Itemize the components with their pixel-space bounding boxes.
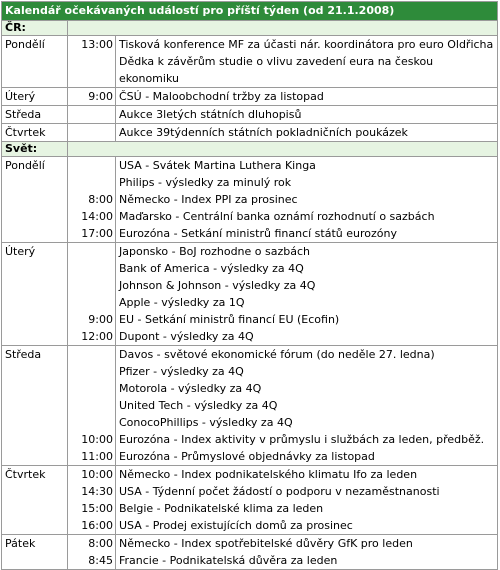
event-time [71,277,113,294]
event-time: 8:00 [88,193,113,206]
event-time: 12:00 [81,330,113,343]
event-text: Philips - výsledky za minulý rok [119,176,292,189]
calendar-body [2,2,498,570]
event-cell [116,157,498,243]
event-time [71,363,113,380]
event-cell [116,346,498,466]
day-label: Středa [2,106,68,124]
time-cell [68,88,116,106]
day-label: Pátek [2,535,68,570]
day-label: Úterý [2,243,68,346]
event-text: Německo - Index PPI za prosinec [119,193,298,206]
time-cell [68,124,116,142]
event-time: 8:00 [88,537,113,550]
day-row [2,36,498,88]
event-text: Maďarsko - Centrální banka oznámí rozhodnutí o sazbách [119,210,435,223]
event-text: Francie - Podnikatelská důvěra za leden [119,554,338,567]
event-time: 15:00 [81,502,113,515]
event-time: 16:00 [81,519,113,532]
event-text: Johnson & Johnson - výsledky za 4Q [119,279,316,292]
event-text: Apple - výsledky za 1Q [119,296,245,309]
section-fill [68,21,498,36]
event-time [71,260,113,277]
event-text: USA - Svátek Martina Luthera Kinga [119,159,316,172]
event-time: 8:45 [88,554,113,567]
event-text: United Tech - výsledky za 4Q [119,399,278,412]
event-time [71,414,113,431]
section-row [2,142,498,157]
event-time [71,106,113,123]
day-row [2,346,498,466]
time-cell [68,346,116,466]
event-text: Belgie - Podnikatelské klima za leden [119,502,324,515]
event-time [71,157,113,174]
day-label: Úterý [2,88,68,106]
event-time [71,397,113,414]
section-row [2,21,498,36]
event-text: EU - Setkání ministrů financí EU (Ecofin) [119,313,340,326]
day-row [2,535,498,570]
section-label: ČR: [2,21,68,36]
event-text: Německo - Index podnikatelského klimatu Ifo za leden [119,468,418,481]
event-time [71,174,113,191]
day-row [2,124,498,142]
event-text: USA - Týdenní počet žádostí o podporu v nezaměstnanosti [119,485,440,498]
day-row [2,88,498,106]
event-cell [116,124,498,142]
day-row [2,466,498,535]
event-cell [116,36,498,88]
event-text: Bank of America - výsledky za 4Q [119,262,304,275]
event-time [71,294,113,311]
event-time: 10:00 [81,433,113,446]
section-fill [68,142,498,157]
event-time [71,243,113,260]
event-time [71,346,113,363]
event-text: Eurozóna - Index aktivity v průmyslu i službách za leden, předběž. [119,433,485,446]
event-text: Německo - Index spotřebitelské důvěry GfK pro leden [119,537,413,550]
event-cell [116,466,498,535]
event-text: Japonsko - BoJ rozhodne o sazbách [119,245,311,258]
event-text: Aukce 39týdenních státních pokladničních poukázek [119,126,408,139]
event-time: 14:00 [81,210,113,223]
event-time [71,124,113,141]
event-text: Motorola - výsledky za 4Q [119,382,262,395]
day-label: Čtvrtek [2,124,68,142]
time-cell [68,106,116,124]
day-label: Středa [2,346,68,466]
event-time: 9:00 [88,313,113,326]
event-text: Eurozóna - Setkání ministrů financí států eurozóny [119,227,397,240]
event-cell [116,106,498,124]
event-cell [116,535,498,570]
day-row [2,106,498,124]
time-cell [68,157,116,243]
day-row [2,157,498,243]
day-label: Pondělí [2,157,68,243]
time-cell [68,36,116,88]
event-time: 14:30 [81,485,113,498]
section-label: Svět: [2,142,68,157]
event-text: ČSÚ - Maloobchodní tržby za listopad [119,90,324,103]
event-text: Eurozóna - Průmyslové objednávky za listopad [119,450,375,463]
event-time: 11:00 [81,450,113,463]
event-time: 13:00 [81,38,113,51]
event-text: USA - Prodej existujících domů za prosinec [119,519,353,532]
event-text: Aukce 3letých státních dluhopisů [119,108,302,121]
day-label: Čtvrtek [2,466,68,535]
event-calendar-table [1,1,498,570]
event-time: 17:00 [81,227,113,240]
event-time [71,380,113,397]
title-row [2,2,498,21]
time-cell [68,466,116,535]
day-label: Pondělí [2,36,68,88]
event-cell [116,88,498,106]
time-cell [68,535,116,570]
event-text: Tisková konference MF za účasti nár. koordinátora pro euro Oldřicha Dědka k závěrům studie o vlivu zavedení eura na českou ekonomiku [119,38,494,85]
event-text: Davos - světové ekonomické fórum (do neděle 27. ledna) [119,348,435,361]
day-row [2,243,498,346]
event-cell [116,243,498,346]
time-cell [68,243,116,346]
event-time: 9:00 [88,90,113,103]
event-text: Pfizer - výsledky za 4Q [119,365,244,378]
calendar-title: Kalendář očekávaných událostí pro příští týden (od 21.1.2008) [2,2,498,21]
event-text: Dupont - výsledky za 4Q [119,330,254,343]
event-time: 10:00 [81,468,113,481]
event-text: ConocoPhillips - výsledky za 4Q [119,416,293,429]
